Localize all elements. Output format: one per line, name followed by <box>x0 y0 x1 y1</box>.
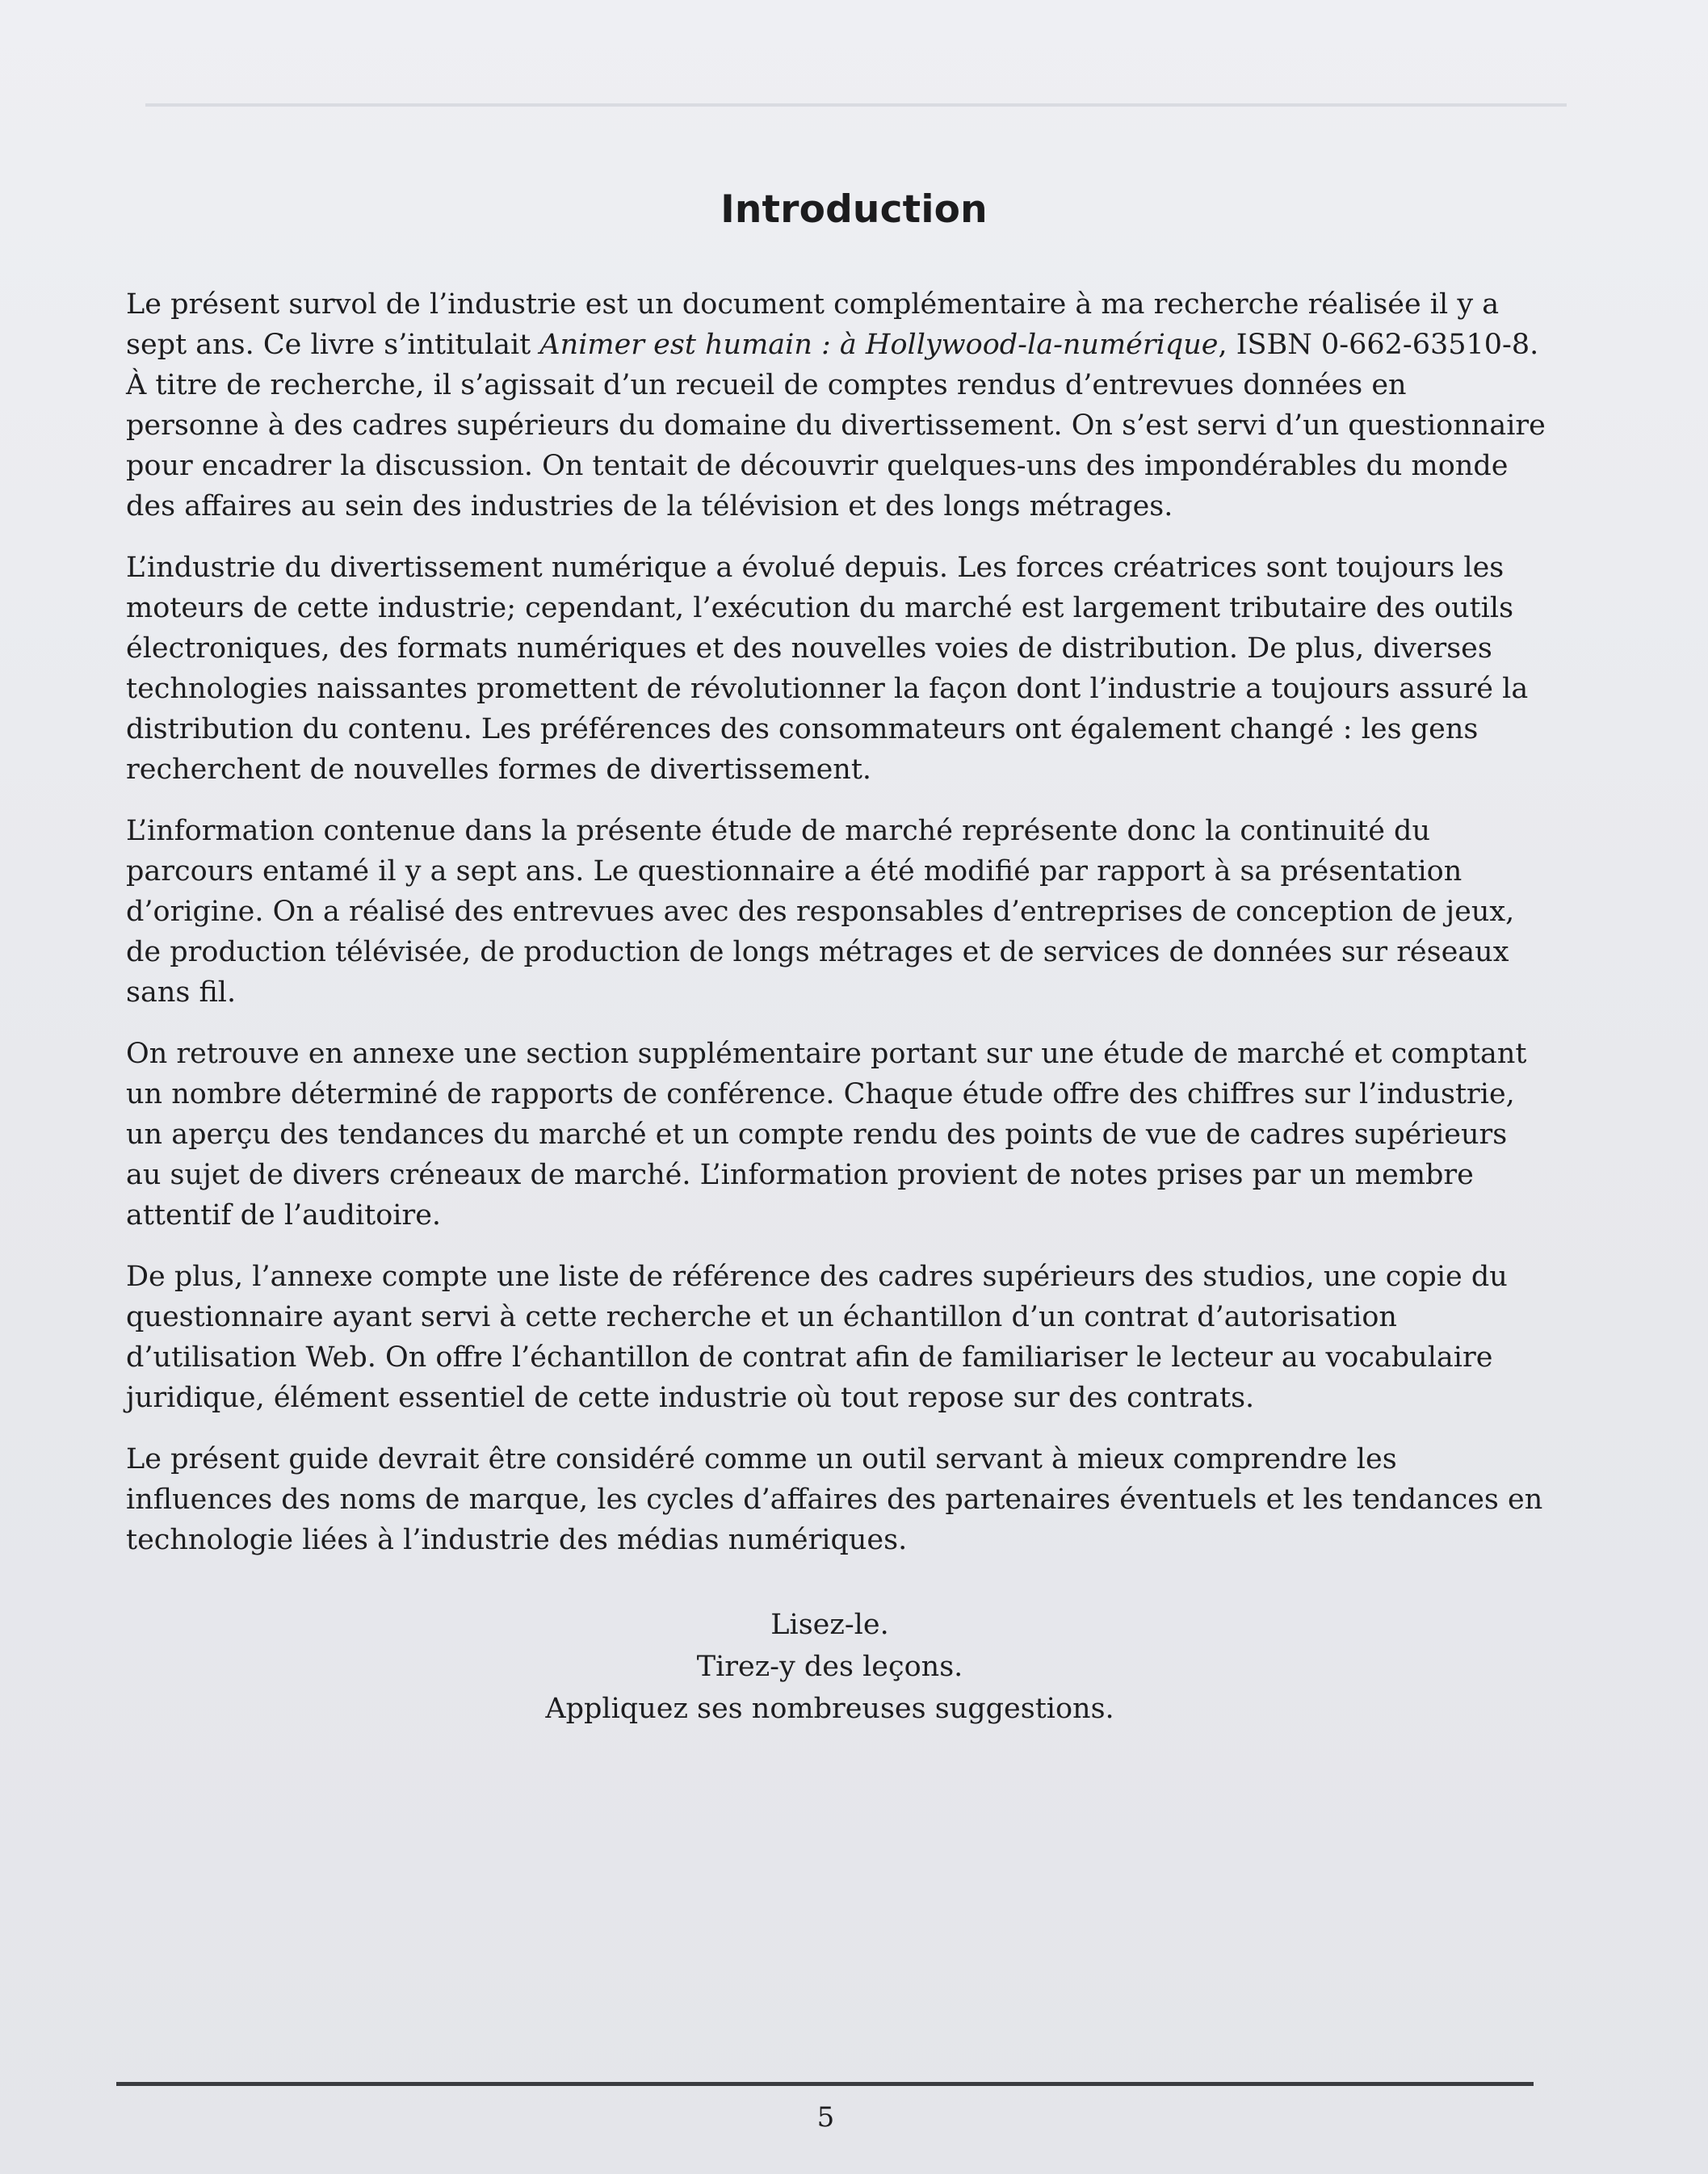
paragraph-1-before: Le présent survol de l’industrie est un document complémentaire à ma recherche réalisée il y a sept ans. Ce livre s’intitulait <box>126 288 1500 361</box>
paragraph-6: Le présent guide devrait être considéré comme un outil servant à mieux comprendre les influences des noms de marque, les cycles d’affaires des partenaires éventuels et les tendances en technologie liées à l’industrie des médias numériques. <box>126 1443 1543 1556</box>
closing-line-1: Lisez-le. <box>770 1609 889 1641</box>
closing-lines <box>0 1604 1660 1730</box>
page-title: Introduction <box>720 187 988 232</box>
footer-rule <box>116 2082 1534 2086</box>
paragraph-5: De plus, l’annexe compte une liste de référence des cadres supérieurs des studios, une copie du questionnaire ayant servi à cette recherche et un échantillon d’un contrat d’autorisation d’utilisation Web. On offre l’échantillon de contrat afin de familiariser le lecteur au vocabulaire juridique, élément essentiel de cette industrie où tout repose sur des contrats. <box>126 1261 1508 1414</box>
book-title: Animer est humain : à Hollywood-la-numérique <box>539 329 1219 361</box>
paragraph-1 <box>126 284 1547 527</box>
paragraph-4: On retrouve en annexe une section supplémentaire portant sur une étude de marché et comptant un nombre déterminé de rapports de conférence. Chaque étude offre des chiffres sur l’industrie, un aperçu des tendances du marché et un compte rendu des points de vue de cadres supérieurs au sujet de divers créneaux de marché. L’information provient de notes prises par un membre attentif de l’auditoire. <box>126 1038 1527 1232</box>
paragraph-1-after: , ISBN 0-662-63510-8. À titre de recherche, il s’agissait d’un recueil de comptes rendus d’entrevues données en personne à des cadres supérieurs du domaine du divertissement. On s’est servi d’un questionnaire pour encadrer la discussion. On tentait de découvrir quelques-uns des impondérables du monde des affaires au sein des industries de la télévision et des longs métrages. <box>126 329 1546 523</box>
bleed-through-rule <box>145 103 1567 107</box>
paragraph-3: L’information contenue dans la présente étude de marché représente donc la continuité du parcours entamé il y a sept ans. Le questionnaire a été modifié par rapport à sa présentation d’origine. On a réalisé des entrevues avec des responsables d’entreprises de conception de jeux, de production télévisée, de production de longs métrages et de services de données sur réseaux sans fil. <box>126 815 1515 1009</box>
closing-line-3: Appliquez ses nombreuses suggestions. <box>545 1693 1114 1725</box>
body-text <box>126 284 1547 1581</box>
closing-line-2: Tirez-y des leçons. <box>696 1651 963 1683</box>
paragraph-2: L’industrie du divertissement numérique a évolué depuis. Les forces créatrices sont toujours les moteurs de cette industrie; cependant, l’exécution du marché est largement tributaire des outils électroniques, des formats numériques et des nouvelles voies de distribution. De plus, diverses technologies naissantes promettent de révolutionner la façon dont l’industrie a toujours assuré la distribution du contenu. Les préférences des consommateurs ont également changé : les gens recherchent de nouvelles formes de divertissement. <box>126 552 1529 786</box>
page-number: 5 <box>816 2101 835 2134</box>
